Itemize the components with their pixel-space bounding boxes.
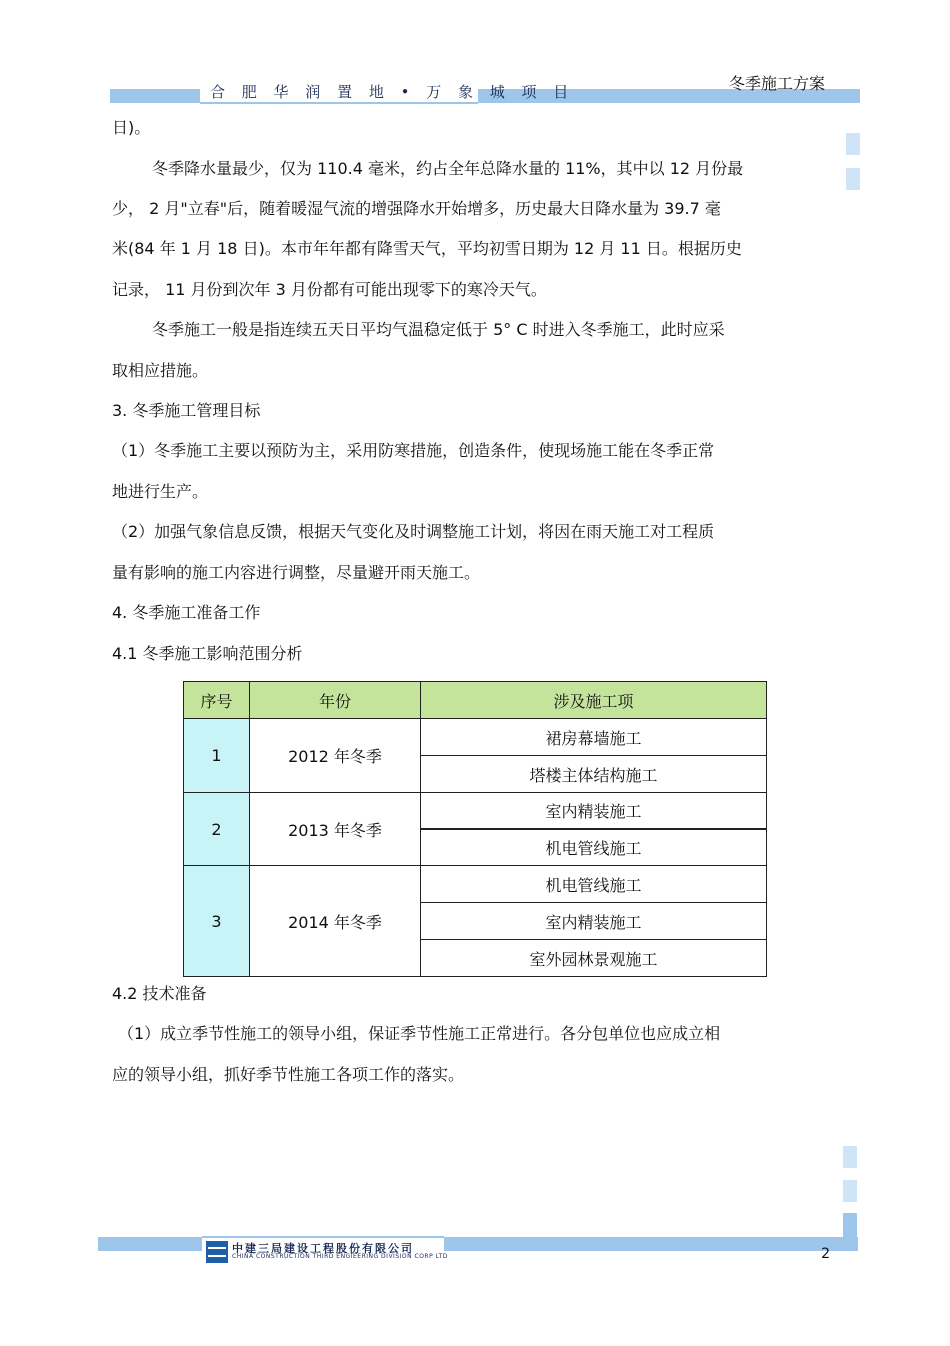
paragraph-line: （1）成立季节性施工的领导小组，保证季节性施工正常进行。各分包单位也应成立相 [118,1024,721,1043]
decor-square [846,133,860,155]
paragraph-line: 冬季施工一般是指连续五天日平均气温稳定低于 5° C 时进入冬季施工，此时应采 [152,320,725,339]
row-index: 2 [184,793,250,866]
section-heading: 3. 冬季施工管理目标 [112,401,261,420]
header-doc-title: 冬季施工方案 [728,74,825,93]
page-number: 2 [821,1246,830,1262]
row-item: 机电管线施工 [421,866,767,903]
row-item: 室外园林景观施工 [421,940,767,977]
section-heading: 4. 冬季施工准备工作 [112,603,261,622]
row-year: 2014 年冬季 [250,866,421,977]
paragraph-line: （1）冬季施工主要以预防为主，采用防寒措施，创造条件，使现场施工能在冬季正常 [112,441,715,460]
row-item: 裙房幕墙施工 [421,719,767,756]
paragraph-line: 取相应措施。 [112,361,209,380]
row-index: 1 [184,719,250,793]
footer-company-en: CHINA CONSTRUCTION THIRD ENGIEERING DIVISION CORP LTD [232,1253,448,1260]
decor-square [843,1213,857,1239]
paragraph-line: 少， 2 月"立春"后，随着暖湿气流的增强降水开始增多，历史最大日降水量为 39.7 毫 [112,199,721,218]
paragraph-line: 量有影响的施工内容进行调整，尽量避开雨天施工。 [112,563,481,582]
winter-construction-table [183,681,767,977]
paragraph-line: 记录， 11 月份到次年 3 月份都有可能出现零下的寒冷天气。 [112,280,547,299]
table-header-row [184,682,767,719]
footer-company-box [202,1236,448,1266]
header-project-name: 合 肥 华 润 置 地 • 万 象 城 项 目 [210,83,575,101]
company-logo-icon [206,1241,228,1263]
decor-square [846,168,860,190]
table-row [184,866,767,903]
table-row [184,793,767,829]
header-cell-year: 年份 [250,682,421,719]
subsection-heading: 4.2 技术准备 [112,984,207,1003]
row-item: 机电管线施工 [421,829,767,866]
row-item: 塔楼主体结构施工 [421,756,767,793]
header-cell-index: 序号 [184,682,250,719]
row-index: 3 [184,866,250,977]
paragraph-line: 日)。 [112,118,151,137]
paragraph-line: 冬季降水量最少，仅为 110.4 毫米，约占全年总降水量的 11%，其中以 12 月份最 [152,159,744,178]
row-year: 2012 年冬季 [250,719,421,793]
table-row [184,719,767,756]
row-item: 室内精装施工 [421,903,767,940]
header-cell-items: 涉及施工项 [421,682,767,719]
decor-square [843,1180,857,1202]
decor-square [843,1146,857,1168]
header-project-strip [200,80,575,104]
paragraph-line: 米(84 年 1 月 18 日)。本市年年都有降雪天气，平均初雪日期为 12 月 11 日。根据历史 [112,239,742,258]
row-year: 2013 年冬季 [250,793,421,866]
paragraph-line: 地进行生产。 [112,482,209,501]
subsection-heading: 4.1 冬季施工影响范围分析 [112,644,303,663]
footer-company-cn: 中建三局建设工程股份有限公司 [232,1242,414,1255]
paragraph-line: 应的领导小组，抓好季节性施工各项工作的落实。 [112,1065,465,1084]
row-item: 室内精装施工 [421,793,767,829]
paragraph-line: （2）加强气象信息反馈，根据天气变化及时调整施工计划，将因在雨天施工对工程质 [112,522,715,541]
